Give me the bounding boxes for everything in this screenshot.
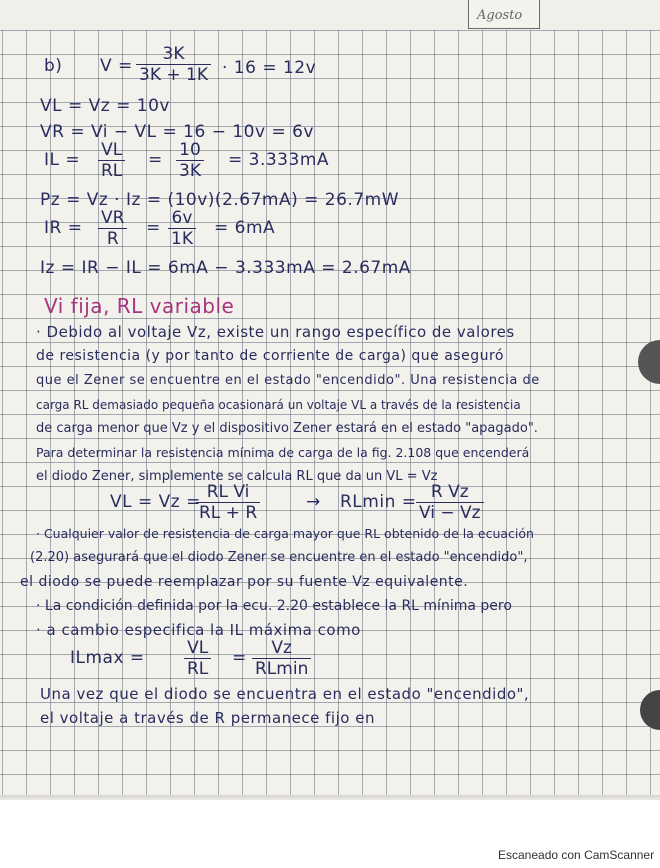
ir-fraction-1 bbox=[98, 208, 127, 249]
il-lhs: IL = bbox=[44, 150, 81, 170]
part-label: b) bbox=[44, 56, 63, 76]
arrow-icon: → bbox=[306, 492, 321, 512]
fraction-denominator: R bbox=[106, 229, 119, 249]
vr-equation: VR = Vi − VL = 16 − 10v = 6v bbox=[40, 122, 314, 142]
ir-lhs: IR = bbox=[44, 218, 83, 238]
text-line: de resistencia (y por tanto de corriente de carga) que aseguró bbox=[36, 348, 504, 364]
text-line: el diodo Zener, simplemente se calcula RL que da un VL = Vz bbox=[36, 469, 438, 484]
pz-equation: Pz = Vz · Iz = (10v)(2.67mA) = 26.7mW bbox=[40, 190, 400, 210]
il-fraction-2 bbox=[176, 140, 204, 181]
fraction-denominator: 1K bbox=[171, 229, 193, 249]
fraction-denominator: RL bbox=[101, 161, 123, 181]
fraction-numerator: VL bbox=[98, 140, 125, 161]
date-label: Agosto bbox=[477, 8, 523, 23]
text-line: (2.20) asegurará que el diodo Zener se encuentre en el estado "encendido", bbox=[30, 550, 528, 565]
fraction-numerator: 10 bbox=[176, 140, 204, 161]
fraction-numerator: RL Vi bbox=[196, 482, 260, 503]
date-box bbox=[468, 0, 540, 29]
fraction-numerator: VL bbox=[184, 638, 211, 659]
binder-hole bbox=[640, 690, 660, 730]
binder-hole bbox=[638, 340, 660, 384]
ir-equals: = bbox=[146, 218, 161, 238]
fraction-numerator: Vz bbox=[252, 638, 311, 659]
text-line: · a cambio especifica la IL máxima como bbox=[36, 621, 361, 639]
text-line: el diodo se puede reemplazar por su fuente Vz equivalente. bbox=[20, 574, 469, 590]
text-line: de carga menor que Vz y el dispositivo Zener estará en el estado "apagado". bbox=[36, 421, 538, 436]
ilmax-fraction-2 bbox=[252, 638, 311, 679]
voltage-eq-rhs: · 16 = 12v bbox=[222, 58, 317, 78]
rlmin-lhs: RLmin = bbox=[340, 492, 417, 512]
formula1-lhs: VL = Vz = bbox=[110, 492, 201, 512]
vl-equation: VL = Vz = 10v bbox=[40, 96, 170, 116]
text-line: carga RL demasiado pequeña ocasionará un voltaje VL a través de la resistencia bbox=[36, 398, 521, 412]
ir-fraction-2 bbox=[168, 208, 196, 249]
iz-equation: Iz = IR − IL = 6mA − 3.333mA = 2.67mA bbox=[40, 258, 411, 278]
fraction-numerator: 3K bbox=[136, 44, 211, 65]
scanner-watermark: Escaneado con CamScanner bbox=[498, 848, 655, 862]
il-fraction-1 bbox=[98, 140, 125, 181]
ir-rhs: = 6mA bbox=[214, 218, 276, 238]
ilmax-equals: = bbox=[232, 648, 247, 668]
text-line: el voltaje a través de R permanece fijo en bbox=[40, 709, 375, 727]
fraction-denominator: RL + R bbox=[199, 503, 258, 523]
text-line: · La condición definida por la ecu. 2.20 establece la RL mínima pero bbox=[36, 598, 512, 614]
formula1-fraction bbox=[196, 482, 260, 523]
fraction-numerator: R Vz bbox=[416, 482, 484, 503]
top-margin bbox=[0, 0, 660, 30]
il-equals: = bbox=[148, 150, 163, 170]
ilmax-fraction-1 bbox=[184, 638, 211, 679]
ilmax-lhs: ILmax = bbox=[70, 648, 145, 668]
fraction-numerator: VR bbox=[98, 208, 127, 229]
voltage-divider-fraction bbox=[136, 44, 211, 85]
text-line: · Debido al voltaje Vz, existe un rango específico de valores bbox=[36, 323, 515, 341]
fraction-denominator: 3K bbox=[179, 161, 201, 181]
fraction-denominator: Vi − Vz bbox=[419, 503, 481, 523]
fraction-denominator: RL bbox=[187, 659, 209, 679]
text-line: que el Zener se encuentre en el estado "encendido". Una resistencia de bbox=[36, 373, 540, 388]
fraction-denominator: RLmin bbox=[255, 659, 309, 679]
fraction-denominator: 3K + 1K bbox=[139, 65, 208, 85]
il-rhs: = 3.333mA bbox=[228, 150, 330, 170]
page-edge bbox=[0, 795, 660, 800]
text-line: Una vez que el diodo se encuentra en el estado "encendido", bbox=[40, 685, 530, 703]
text-line: · Cualquier valor de resistencia de carga mayor que RL obtenido de la ecuación bbox=[36, 526, 534, 541]
rlmin-fraction bbox=[416, 482, 484, 523]
fraction-numerator: 6v bbox=[168, 208, 196, 229]
voltage-eq-lhs: V = bbox=[100, 56, 133, 76]
text-line: Para determinar la resistencia mínima de carga de la fig. 2.108 que encenderá bbox=[36, 445, 530, 460]
section-title: Vi fija, RL variable bbox=[44, 294, 235, 318]
